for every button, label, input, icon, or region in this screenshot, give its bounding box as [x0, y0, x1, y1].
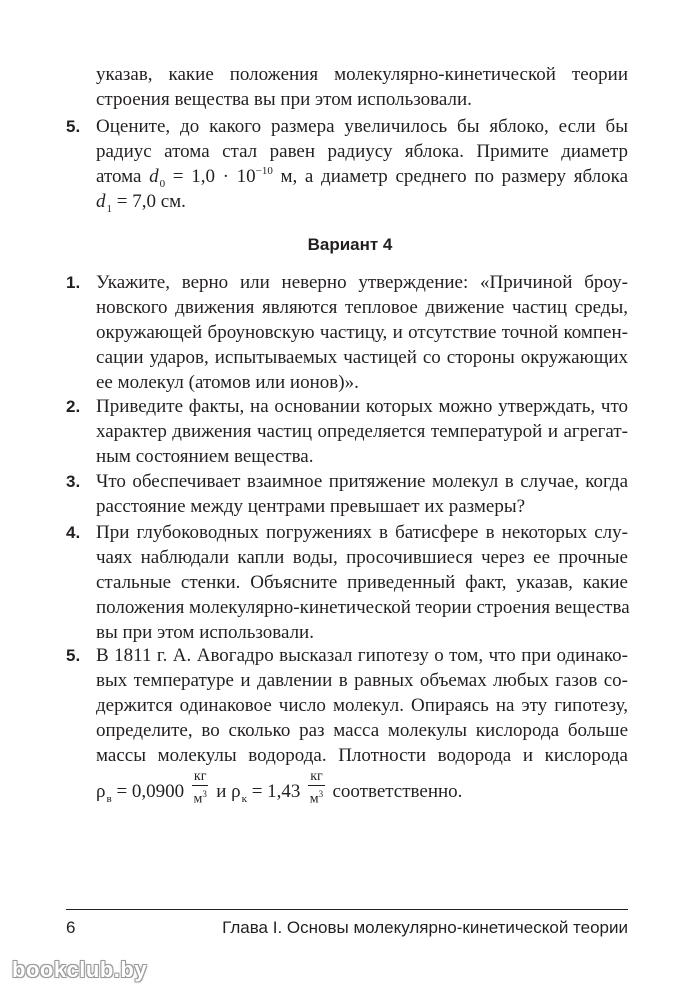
unit-fraction	[308, 769, 325, 808]
variable: d	[96, 191, 106, 212]
density-formula	[96, 768, 628, 816]
unit-exponent: 3	[202, 789, 207, 800]
text-fragment: соответственно.	[327, 781, 463, 802]
question-number: 3.	[66, 472, 81, 491]
text-line: массы молекулы водорода. Плотности водорода и кислорода	[96, 745, 628, 766]
unit-exponent: 3	[318, 789, 324, 800]
text-line: стальные стенки. Объясните приведенный факт, указав, какие	[96, 572, 628, 593]
text-fragment: = 1,43	[246, 781, 306, 802]
text-line: чаях наблюдали капли воды, просочившиеся через ее прочные	[96, 547, 628, 568]
footer-rule	[66, 909, 628, 910]
text-line: ее молекул (атомов или ионов)».	[96, 372, 359, 393]
variant-title: Вариант 4	[307, 235, 393, 254]
unit-numerator: кг	[193, 769, 207, 785]
text-line: В 1811 г. А. Авогадро высказал гипотезу о том, что при одинако-	[96, 645, 628, 666]
text-fragment: = 0,0900	[111, 781, 189, 802]
text-line: ным состоянием вещества.	[96, 446, 314, 467]
chapter-title: Глава I. Основы молекулярно-кинетической теории	[222, 918, 628, 937]
subscript: в	[106, 793, 112, 805]
question-number: 5.	[66, 646, 81, 665]
text-line: сации ударов, испытываемых частицей со стороны окружающих	[96, 347, 628, 368]
text-fragment: и	[211, 781, 232, 802]
text-line: Что обеспечивает взаимное притяжение молекул в случае, когда	[96, 471, 628, 492]
text-fragment: = 7,0 см.	[112, 191, 186, 212]
rho-symbol: ρ	[231, 781, 241, 802]
text-line: При глубоководных погружениях в батисфере в некоторых слу-	[96, 522, 628, 543]
subscript: 1	[106, 203, 112, 215]
text-line: держится одинаковое число молекул. Опираясь на эту гипотезу,	[96, 695, 628, 716]
text-line: окружающей броуновскую частицу, и отсутствие точной компен-	[96, 322, 628, 343]
text-line: новского движения являются тепловое движение частиц среды,	[96, 297, 628, 318]
text-line: Приведите факты, на основании которых можно утверждать, что	[96, 396, 628, 417]
text-fragment: = 1,0 · 10	[165, 166, 256, 187]
text-line: расстояние между центрами превышает их размеры?	[96, 496, 526, 517]
unit-denominator	[308, 786, 325, 808]
exponent: −10	[255, 165, 273, 177]
variable: d	[149, 166, 159, 187]
unit-denominator	[192, 786, 209, 808]
text-fragment: атома	[96, 166, 150, 187]
unit-base: м	[193, 791, 203, 807]
text-line: указав, какие положения молекулярно-кинетической теории	[96, 64, 628, 85]
text-line: Укажите, верно или неверно утверждение: «Причиной броу-	[96, 272, 628, 293]
text-line: характер движения частиц определяется температурой и агрегат-	[96, 421, 628, 442]
text-line: строения вещества вы при этом использовали.	[96, 89, 472, 110]
unit-fraction	[192, 769, 209, 808]
text-line: радиус атома стал равен радиусу яблока. Примите диаметр	[96, 141, 628, 162]
unit-numerator: кг	[310, 769, 323, 785]
unit-base: м	[309, 791, 319, 807]
page-number: 6	[66, 918, 76, 937]
question-number: 2.	[66, 397, 81, 416]
text-line-with-formula	[96, 164, 628, 189]
text-line: вых температуре и давлении в равных объемах любых газов со-	[96, 670, 628, 691]
question-number: 5.	[66, 117, 81, 136]
text-line: определите, во сколько раз масса молекулы кислорода больше	[96, 720, 628, 741]
question-number: 1.	[66, 273, 81, 292]
text-line: вы при этом использовали.	[96, 622, 314, 643]
text-line: Оцените, до какого размера увеличилось бы яблоко, если бы	[96, 116, 628, 137]
rho-symbol: ρ	[96, 781, 106, 802]
subscript: к	[241, 793, 247, 805]
watermark-logo: bookclub.by	[12, 957, 148, 982]
text-fragment: м, а диаметр среднего по размеру яблока	[272, 166, 628, 187]
text-line-with-formula	[96, 189, 628, 214]
question-number: 4.	[66, 523, 81, 542]
subscript: 0	[159, 178, 166, 190]
text-line: положения молекулярно-кинетической теории строения вещества	[96, 597, 630, 618]
